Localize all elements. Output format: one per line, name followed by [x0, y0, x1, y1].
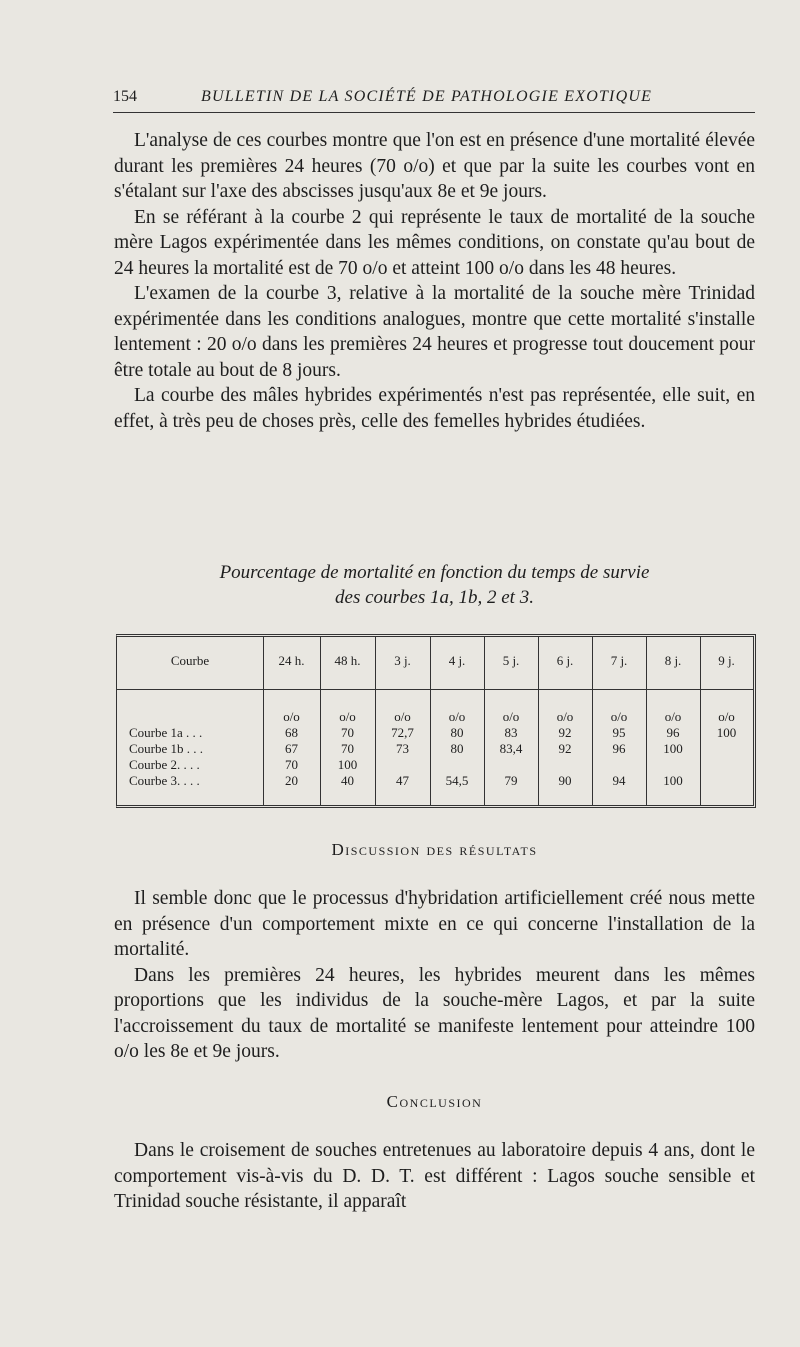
table-cell: 100 — [716, 725, 737, 740]
table-caption — [114, 560, 755, 610]
column-header: 3 j. — [394, 653, 411, 668]
conclusion-text — [114, 1138, 755, 1215]
table-cell: 68 — [285, 725, 298, 740]
unit-label: o/o — [339, 709, 356, 724]
row-label: Courbe 1b . . . — [129, 741, 204, 756]
table-cell: 92 — [558, 741, 572, 756]
unit-label: o/o — [718, 709, 735, 724]
paragraph: L'analyse de ces courbes montre que l'on est en présence d'une mortalité élevée durant les premières 24 heures (70 o/o) et que par la suite les courbes vont en s'étalant sur l'axe des abscisses jusqu'aux 8e et 9e jours. — [114, 130, 755, 202]
table-cell: 73 — [396, 741, 409, 756]
row-label: Courbe 3. . . . — [129, 773, 200, 788]
table-cell: 96 — [612, 741, 626, 756]
column-header: 24 h. — [278, 653, 305, 668]
header-rule — [113, 112, 755, 113]
heading-text: Conclusion — [386, 1092, 483, 1111]
table-cell: 70 — [285, 757, 298, 772]
table-cell: 80 — [450, 725, 464, 740]
table-cell: 90 — [558, 773, 572, 788]
column-header: 48 h. — [334, 653, 361, 668]
unit-label: o/o — [502, 709, 520, 724]
paragraph: Il semble donc que le processus d'hybridation artificiellement créé nous mette en présence d'un comportement mixte en ce qui concerne l'installation de la mortalité. — [114, 888, 755, 960]
table-cell: 83,4 — [499, 741, 523, 756]
heading-text: Discussion des résultats — [331, 840, 538, 859]
paragraph: En se référant à la courbe 2 qui représente le taux de mortalité de la souche mère Lagos expérimentée dans les mêmes conditions, on constate qu'au bout de 24 heures la mortalité est de 70 o/o et atteint 100 o/o dans les 48 heures. — [114, 206, 755, 279]
intro-text — [114, 128, 755, 434]
discussion-text — [114, 886, 755, 1065]
caption-line: Pourcentage de mortalité en fonction du temps de survie — [219, 562, 650, 583]
table-cell: 100 — [663, 773, 683, 788]
table-cell: 100 — [337, 757, 358, 772]
unit-label: o/o — [556, 709, 574, 724]
table-cell: 54,5 — [445, 773, 469, 788]
table-cell: 95 — [612, 725, 626, 740]
table-cell: 70 — [341, 725, 354, 740]
unit-label: o/o — [394, 709, 411, 724]
table-cell: 40 — [341, 773, 354, 788]
caption-line: des courbes 1a, 1b, 2 et 3. — [335, 587, 534, 608]
conclusion-heading — [114, 1092, 755, 1112]
table-cell: 72,7 — [391, 725, 414, 740]
table-cell: 80 — [450, 741, 464, 756]
column-header: 9 j. — [718, 653, 735, 668]
column-header: 5 j. — [502, 653, 520, 668]
paragraph: Dans les premières 24 heures, les hybrides meurent dans les mêmes proportions que les individus de la souche-mère Lagos, et par la suite l'accroissement du taux de mortalité se manifeste lentement pour atteindre 100 o/o les 8e et 9e jours. — [114, 964, 755, 1062]
unit-label: o/o — [610, 709, 628, 724]
header-separator — [117, 689, 753, 690]
table-cell: 94 — [612, 773, 626, 788]
table-cell: 96 — [666, 725, 680, 740]
table-cell: 79 — [504, 773, 518, 788]
table-cell: 92 — [558, 725, 572, 740]
table-cell: 70 — [341, 741, 354, 756]
mortality-table — [116, 634, 756, 808]
column-header: 8 j. — [664, 653, 682, 668]
column-header: 7 j. — [610, 653, 628, 668]
page-number: 154 — [113, 88, 137, 105]
column-header: 6 j. — [556, 653, 574, 668]
column-header-courbe: Courbe — [170, 653, 210, 668]
paragraph: L'examen de la courbe 3, relative à la mortalité de la souche mère Trinidad expérimentée dans les conditions analogues, montre que cette mortalité s'installe lentement : 20 o/o dans les premières 24 heures et progresse tout doucement pour être totale au bout de 8 jours. — [114, 283, 755, 381]
row-label: Courbe 2. . . . — [129, 757, 200, 772]
unit-label: o/o — [664, 709, 682, 724]
table-cell: 47 — [396, 773, 409, 788]
unit-label: o/o — [448, 709, 466, 724]
table-cell: 100 — [663, 741, 683, 756]
unit-label: o/o — [283, 709, 300, 724]
table-cell: 20 — [285, 773, 298, 788]
row-label: Courbe 1a . . . — [129, 725, 203, 740]
running-head: BULLETIN DE LA SOCIÉTÉ DE PATHOLOGIE EXOTIQUE — [201, 88, 653, 105]
paragraph: Dans le croisement de souches entretenues au laboratoire depuis 4 ans, dont le comportement vis-à-vis du D. D. T. est différent : Lagos souche sensible et Trinidad souche résistante, il apparaît — [114, 1140, 755, 1212]
table-cell: 83 — [504, 725, 518, 740]
discussion-heading — [114, 840, 755, 860]
column-header: 4 j. — [448, 653, 466, 668]
table-cell: 67 — [285, 741, 298, 756]
paragraph: La courbe des mâles hybrides expérimentés n'est pas représentée, elle suit, en effet, à très peu de choses près, celle des femelles hybrides étudiées. — [114, 385, 755, 432]
